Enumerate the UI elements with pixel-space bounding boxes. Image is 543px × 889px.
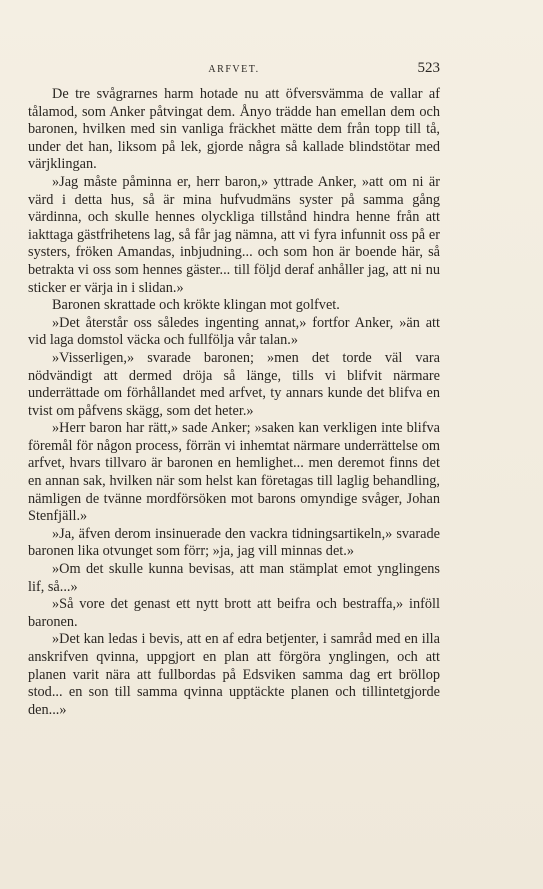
paragraph: De tre svågrarnes harm hotade nu att öfversvämma de vallar af tålamod, som Anker påtvingat dem. Ånyo trädde han emellan dem och baronen, hvilken med sin vanliga fräckhet mätte dem från topp till tå, under det han, liksom på lek, gjorde några så kallade blindstötar med värjklingan. bbox=[28, 86, 440, 173]
page-number: 523 bbox=[417, 60, 440, 76]
paragraph: »Det kan ledas i bevis, att en af edra betjenter, i samråd med en illa anskrifven qvinna, uppgjort en plan att förgöra ynglingen, och att planen varit nära att fullbordas på Edsviken samma dag ert bröllop stod... en son till samma qvinna upptäckte planen och tillintetgjorde den...» bbox=[28, 631, 440, 718]
running-title: ARFVET. bbox=[208, 64, 260, 75]
paragraph: »Herr baron har rätt,» sade Anker; »saken kan verkligen inte blifva föremål för någon process, förrän vi inhemtat närmare underrättelse om arfvet, hvars tillvaro är baronen en hemlighet... men deremot finns det en annan sak, hvilken när som helst kan företagas till laglig behandling, nämligen de tvänne mordförsöken mot barons omyndige svåger, Johan Stenfjäll.» bbox=[28, 420, 440, 525]
paragraph: »Så vore det genast ett nytt brott att beifra och bestraffa,» inföll baronen. bbox=[28, 596, 440, 630]
body-text bbox=[28, 86, 440, 719]
running-head bbox=[28, 60, 440, 80]
paragraph: »Det återstår oss således ingenting annat,» fortfor Anker, »än att vid laga domstol väcka och fullfölja vår talan.» bbox=[28, 314, 440, 349]
paragraph: »Ja, äfven derom insinuerade den vackra tidningsartikeln,» svarade baronen lika otvunget som förr; »ja, jag vill minnas det.» bbox=[28, 525, 440, 560]
paragraph: Baronen skrattade och krökte klingan mot golfvet. bbox=[52, 297, 340, 314]
paragraph: »Jag måste påminna er, herr baron,» yttrade Anker, »att om ni är värd i detta hus, så är mina hufvudmäns syster på samma gång värdinna, och skulle hennes olyckliga tillstånd hindra henne från att iakttaga gästfrihetens lag, så får jag nämna, att vi fyra infunnit oss på er systers, fröken Amandas, inbjudning... och som hon är boende här, så betrakta vi oss som hennes gäster... till följd deraf anhåller jag, att ni nu sticker er värja in i slidan.» bbox=[28, 173, 440, 296]
paragraph: »Visserligen,» svarade baronen; »men det torde väl vara nödvändigt att dermed dröja så länge, tills vi blifvit närmare underrättade om förhållandet med arfvet, ty annars kunde det blifva en tvist om påfvens skägg, som det heter.» bbox=[28, 349, 440, 419]
paragraph: »Om det skulle kunna bevisas, att man stämplat emot ynglingens lif, så...» bbox=[28, 561, 440, 595]
